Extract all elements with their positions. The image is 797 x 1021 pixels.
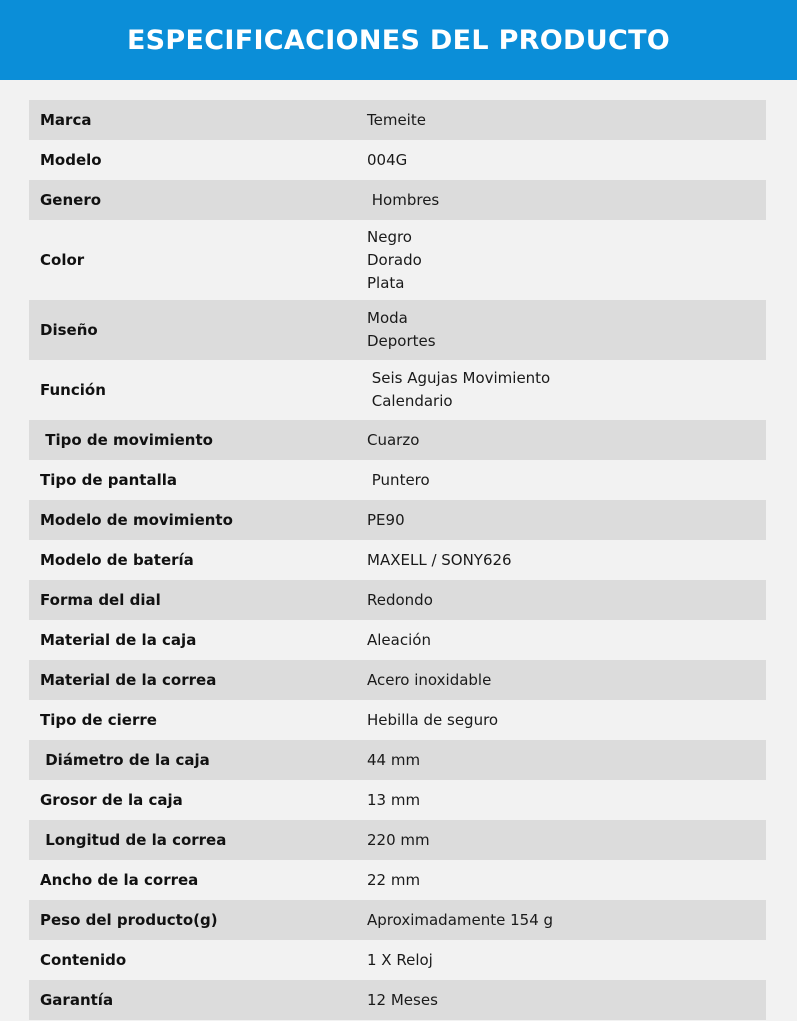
table-row bbox=[29, 780, 766, 820]
spec-value bbox=[356, 909, 766, 932]
table-row bbox=[29, 740, 766, 780]
spec-value-line: Negro bbox=[367, 227, 412, 246]
spec-value-line: Deportes bbox=[367, 332, 436, 350]
spec-label: Contenido bbox=[40, 951, 127, 969]
spec-value-line: Hombres bbox=[367, 190, 440, 209]
spec-label: Diseño bbox=[40, 321, 98, 339]
table-row bbox=[29, 700, 766, 740]
table-row bbox=[29, 500, 766, 540]
spec-value-line: Temeite bbox=[367, 110, 426, 129]
spec-label: Tipo de pantalla bbox=[40, 471, 178, 489]
spec-value-line: Aproximadamente 154 g bbox=[367, 910, 554, 929]
spec-label: Peso del producto(g) bbox=[40, 911, 218, 929]
spec-value bbox=[356, 869, 766, 892]
spec-value-line: 1 X Reloj bbox=[367, 950, 433, 969]
spec-value bbox=[356, 226, 766, 295]
table-row bbox=[29, 580, 766, 620]
spec-value-line: Puntero bbox=[367, 470, 430, 489]
spec-value-line: 12 Meses bbox=[367, 990, 438, 1009]
spec-value-line: Dorado bbox=[367, 250, 422, 269]
spec-value bbox=[356, 789, 766, 812]
spec-label: Grosor de la caja bbox=[40, 791, 183, 809]
table-row bbox=[29, 220, 766, 300]
table-row bbox=[29, 900, 766, 940]
spec-value bbox=[356, 109, 766, 132]
table-row bbox=[29, 980, 766, 1020]
spec-value-line: PE90 bbox=[367, 510, 405, 529]
spec-value bbox=[356, 709, 766, 732]
spec-value bbox=[356, 367, 766, 413]
spec-value-line: 22 mm bbox=[367, 870, 421, 889]
table-row bbox=[29, 100, 766, 140]
spec-value-line: Seis Agujas Movimiento bbox=[367, 369, 551, 387]
spec-value bbox=[356, 307, 766, 353]
spec-value-line: 44 mm bbox=[367, 750, 421, 769]
spec-value-line: 13 mm bbox=[367, 790, 421, 809]
table-row bbox=[29, 360, 766, 420]
spec-label: Genero bbox=[40, 191, 102, 209]
table-row bbox=[29, 860, 766, 900]
spec-label: Ancho de la correa bbox=[40, 871, 199, 889]
spec-label: Tipo de cierre bbox=[40, 711, 157, 729]
page-title: ESPECIFICACIONES DEL PRODUCTO bbox=[126, 24, 671, 56]
spec-value bbox=[356, 509, 766, 532]
spec-value bbox=[356, 149, 766, 172]
spec-value-line: Moda bbox=[367, 309, 408, 327]
spec-value-line: Redondo bbox=[367, 590, 433, 609]
spec-label: Diámetro de la caja bbox=[40, 751, 210, 769]
spec-value bbox=[356, 989, 766, 1012]
spec-value-line: Plata bbox=[367, 273, 405, 292]
spec-value bbox=[356, 589, 766, 612]
table-row bbox=[29, 420, 766, 460]
table-row bbox=[29, 300, 766, 360]
spec-value-line: Calendario bbox=[367, 392, 453, 410]
table-row bbox=[29, 540, 766, 580]
spec-value bbox=[356, 629, 766, 652]
table-row bbox=[29, 820, 766, 860]
spec-label: Color bbox=[40, 251, 85, 269]
spec-label: Material de la caja bbox=[40, 631, 197, 649]
spec-label: Tipo de movimiento bbox=[40, 431, 213, 449]
spec-label: Material de la correa bbox=[40, 671, 217, 689]
spec-value bbox=[356, 549, 766, 572]
spec-value-line: Acero inoxidable bbox=[367, 670, 492, 689]
spec-value bbox=[356, 469, 766, 492]
table-row bbox=[29, 620, 766, 660]
spec-value-line: Aleación bbox=[367, 630, 431, 649]
spec-value-line: 220 mm bbox=[367, 830, 430, 849]
spec-label: Garantía bbox=[40, 991, 114, 1009]
spec-value-line: 004G bbox=[367, 150, 408, 169]
spec-value-line: MAXELL / SONY626 bbox=[367, 550, 512, 569]
spec-label: Marca bbox=[40, 111, 92, 129]
spec-value-line: Cuarzo bbox=[367, 430, 420, 449]
spec-label: Modelo de batería bbox=[40, 551, 194, 569]
header-banner bbox=[0, 0, 797, 80]
spec-table bbox=[29, 100, 766, 1020]
spec-label: Forma del dial bbox=[40, 591, 161, 609]
spec-value bbox=[356, 949, 766, 972]
table-row bbox=[29, 180, 766, 220]
table-row bbox=[29, 660, 766, 700]
spec-value bbox=[356, 429, 766, 452]
spec-value bbox=[356, 749, 766, 772]
spec-label: Modelo bbox=[40, 151, 102, 169]
table-row bbox=[29, 140, 766, 180]
table-row bbox=[29, 460, 766, 500]
spec-label: Función bbox=[40, 381, 106, 399]
spec-value bbox=[356, 189, 766, 212]
table-row bbox=[29, 940, 766, 980]
spec-label: Modelo de movimiento bbox=[40, 511, 233, 529]
spec-label: Longitud de la correa bbox=[40, 831, 227, 849]
spec-value bbox=[356, 669, 766, 692]
spec-value bbox=[356, 829, 766, 852]
spec-value-line: Hebilla de seguro bbox=[367, 710, 499, 729]
